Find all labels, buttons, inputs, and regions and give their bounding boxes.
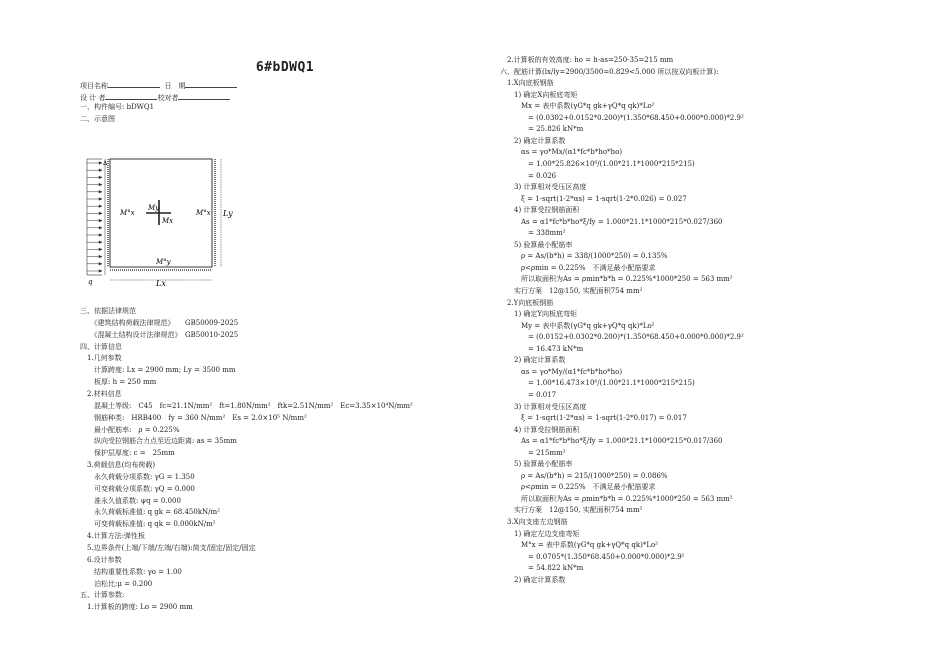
text-line: 《混凝土结构设计法律规范》 GB50010-2025	[80, 330, 239, 339]
text-line: 可变荷载分项系数: γQ = 0.000	[80, 484, 195, 493]
section-diagram-heading: 二、示意图	[80, 115, 115, 123]
text-line: ρ<ρmin = 0.225% 不满足最小配筋要求	[500, 483, 656, 492]
text-line: Mx = 表中系数(γG*q gk+γQ*q qk)*Lo²	[500, 102, 655, 111]
text-line: 3.荷载信息(均布荷载)	[80, 461, 156, 470]
text-line: 5) 验算最小配筋率	[500, 240, 573, 249]
text-line: 4) 计算受拉钢筋面积	[500, 425, 580, 434]
mx-label: Mx	[162, 217, 174, 225]
mx0-right-label: M°x	[196, 209, 211, 217]
text-line: = 1.00*25.826×10⁶/(1.00*21.1*1000*215*215)	[500, 159, 695, 168]
text-line: = 215mm²	[500, 448, 566, 457]
text-line: 3) 计算相对受压区高度	[500, 402, 587, 411]
text-line: 4) 计算受拉钢筋面积	[500, 206, 580, 215]
text-line: 1) 确定X向板底弯矩	[500, 90, 578, 99]
svg-text:∆: ∆	[103, 160, 108, 167]
right-column	[500, 0, 920, 584]
date-blank	[185, 78, 237, 88]
text-line: ξ = 1-sqrt(1-2*αs) = 1-sqrt(1-2*0.026) = 0.027	[500, 194, 687, 203]
text-line: 三、依据法律规范	[80, 307, 136, 315]
text-line: 6.设计参数	[80, 555, 122, 564]
text-line: 可变荷载标准值: q qk = 0.000kN/m²	[80, 520, 216, 529]
text-line: 泊松比:μ = 0.200	[80, 579, 153, 588]
text-line: ρ = As/(b*h) = 215/(1000*250) = 0.086%	[500, 471, 668, 480]
text-line: = 54.822 kN*m	[500, 564, 584, 573]
text-line: 3) 计算相对受压区高度	[500, 183, 587, 192]
text-line: 2) 确定计算系数	[500, 356, 566, 365]
text-line: 六、配筋计算(lx/ly=2900/3500=0.829<5.000 所以按双向板计算):	[500, 67, 719, 76]
text-line: 1.几何参数	[80, 354, 122, 363]
load-q-label: q	[88, 278, 93, 286]
document-title: 6#bDWQ1	[255, 60, 315, 75]
checker-blank	[178, 90, 230, 100]
text-line: M°x = 表中系数(γG*q gk+γQ*q qk)*Lo²	[500, 541, 658, 550]
date-label: 日 期	[164, 82, 186, 90]
text-line: 所以取面积为As = ρmin*b*h = 0.225%*1000*250 = 563 mm²	[500, 494, 733, 503]
text-line: = 0.026	[500, 171, 557, 180]
text-line: = 0.0705*(1.350*68.450+0.000*0.000)*2.9²	[500, 552, 685, 561]
text-line: 钢筋种类: HRB400 fy = 360 N/mm² Es = 2.0×10⁵ N/mm²	[80, 413, 307, 422]
plate-diagram	[86, 153, 236, 288]
text-line: ρ<ρmin = 0.225% 不满足最小配筋要求	[500, 263, 656, 272]
text-line: = 0.017	[500, 390, 557, 399]
text-line: 计算跨度: Lx = 2900 mm; Ly = 3500 mm	[80, 366, 236, 375]
text-line: αs = γo*My/(α1*fc*b*ho*ho)	[500, 367, 623, 376]
designer-blank	[105, 90, 157, 100]
text-line: As = α1*fc*b*ho*ξ/fy = 1.000*21.1*1000*215*0.017/360	[500, 437, 723, 446]
text-line: 5.边界条件(上端/下端/左端/右端):简支/固定/固定/固定	[80, 544, 256, 552]
text-line: 四、计算信息	[80, 342, 122, 351]
text-line: 永久荷载标准值: q gk = 68.450kN/m²	[80, 508, 220, 517]
text-line: 最小配筋率: ρ = 0.225%	[80, 425, 180, 434]
project-name-blank	[108, 78, 160, 88]
project-name-label: 项目名称	[80, 82, 108, 90]
text-line: = (0.0152+0.0302*0.200)*(1.350*68.450+0.000*0.000)*2.9²	[500, 333, 744, 342]
text-line: 2.材料信息	[80, 389, 122, 398]
mx0-left-label: M°x	[120, 209, 135, 217]
lx-label: Lx	[156, 279, 166, 288]
text-line: My = 表中系数(γG*q gk+γQ*q qk)*Lo²	[500, 321, 655, 330]
text-line: 永久荷载分项系数: γG = 1.350	[80, 472, 195, 481]
text-line: 实行方案 12@150, 实配面积754 mm²	[500, 506, 643, 515]
checker-label: 校对者	[157, 94, 179, 102]
text-line: 1) 确定Y向板底弯矩	[500, 310, 578, 319]
text-line: 2.Y向底板钢筋	[500, 298, 554, 307]
text-line: 2.计算板的有效高度: ho = h-as=250-35=215 mm	[500, 56, 674, 64]
text-line: 实行方案 12@150, 实配面积754 mm²	[500, 287, 643, 295]
text-line: = 1.00*16.473×10⁶/(1.00*21.1*1000*215*215)	[500, 379, 695, 388]
text-line: αs = γo*Mx/(α1*fc*b*ho*ho)	[500, 148, 623, 157]
text-line: 5) 验算最小配筋率	[500, 460, 573, 469]
text-line: 所以取面积为As = ρmin*b*h = 0.225%*1000*250 = 563 mm²	[500, 275, 733, 284]
text-line: 3.X向支座左边钢筋	[500, 518, 568, 526]
text-line: 1.X向底板钢筋	[500, 79, 554, 88]
text-line: 2) 确定计算系数	[500, 136, 566, 145]
designer-label: 设 计 者	[80, 94, 106, 102]
text-line: = 25.826 kN*m	[500, 125, 584, 134]
text-line: 《建筑结构荷载法律规范》 GB50009-2025	[80, 318, 239, 327]
text-line: 4.计算方法:弹性板	[80, 532, 146, 541]
text-line: 准永久值系数: ψq = 0.000	[80, 496, 181, 505]
text-line: As = α1*fc*b*ho*ξ/fy = 1.000*21.1*1000*215*0.027/360	[500, 217, 723, 226]
text-line: ρ = As/(b*h) = 338/(1000*250) = 0.135%	[500, 252, 668, 261]
text-line: 1.计算板的跨度: Lo = 2900 mm	[80, 603, 193, 612]
text-line: 保护层厚度: c = 25mm	[80, 449, 175, 458]
my-label: My	[148, 204, 160, 212]
text-line: 五、计算参数:	[80, 591, 125, 600]
text-line: 结构重要性系数: γo = 1.00	[80, 567, 182, 576]
text-line: = 16.473 kN*m	[500, 344, 584, 353]
my0-label: M°y	[156, 258, 171, 266]
text-line: 板厚: h = 250 mm	[80, 378, 157, 387]
text-line: ξ = 1-sqrt(1-2*αs) = 1-sqrt(1-2*0.017) = 0.017	[500, 414, 687, 423]
text-line: = 338mm²	[500, 229, 566, 238]
text-line: 1) 确定左边支座弯矩	[500, 529, 580, 538]
text-line: 纵向受拉钢筋合力点至近边距离: as = 35mm	[80, 437, 237, 446]
text-line: = (0.0302+0.0152*0.200)*(1.350*68.450+0.000*0.000)*2.9²	[500, 113, 744, 122]
text-line: 混凝土等级: C45 fc=21.1N/mm² ft=1.80N/mm² ftk=2.51N/mm² Ec=3.35×10⁴N/mm²	[80, 401, 413, 410]
ly-label: Ly	[223, 209, 233, 218]
section-component-id: 一、构件编号: bDWQ1	[80, 103, 155, 111]
text-line: 2) 确定计算系数	[500, 575, 566, 584]
